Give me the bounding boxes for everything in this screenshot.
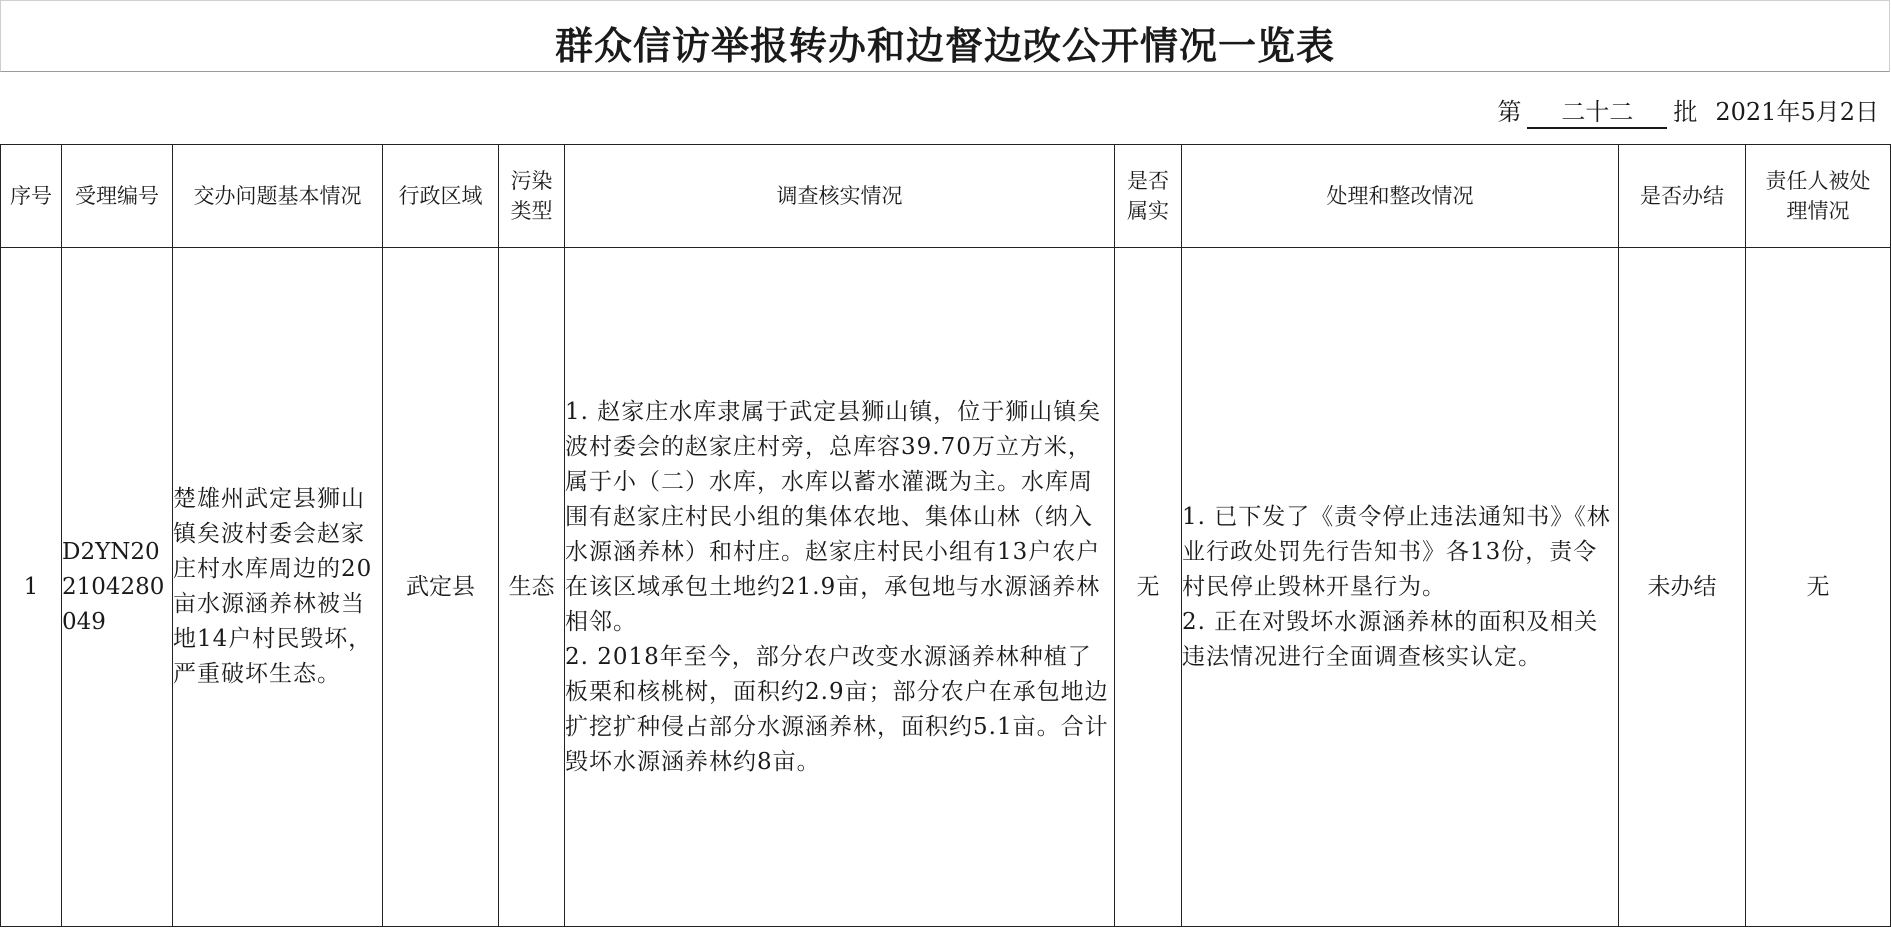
header-accountability: 责任人被处理情况 bbox=[1746, 145, 1891, 248]
batch-date: 2021年5月2日 bbox=[1715, 98, 1879, 126]
header-issue: 交办问题基本情况 bbox=[173, 145, 383, 248]
header-seq: 序号 bbox=[1, 145, 62, 248]
handling-para-2: 2. 正在对毁坏水源涵养林的面积及相关违法情况进行全面调查核实认定。 bbox=[1182, 608, 1599, 670]
batch-prefix: 第 bbox=[1497, 98, 1522, 126]
page-title: 群众信访举报转办和边督边改公开情况一览表 bbox=[554, 23, 1335, 68]
cell-seq: 1 bbox=[1, 248, 62, 927]
header-row bbox=[1, 145, 1891, 248]
header-pollution-type: 污染类型 bbox=[499, 145, 565, 248]
cell-id: D2YN202104280049 bbox=[62, 248, 173, 927]
header-id: 受理编号 bbox=[62, 145, 173, 248]
header-verified: 是否属实 bbox=[1115, 145, 1182, 248]
batch-suffix: 批 bbox=[1673, 98, 1698, 126]
investigation-para-2: 2. 2018年至今，部分农户改变水源涵养林种植了板栗和核桃树，面积约2.9亩；部分农户在承包地边扩挖扩种侵占部分水源涵养林，面积约5.1亩。合计毁坏水源涵养林约8亩。 bbox=[565, 643, 1109, 775]
title-band bbox=[0, 0, 1890, 72]
header-investigation: 调查核实情况 bbox=[565, 145, 1115, 248]
batch-number: 二十二 bbox=[1527, 92, 1667, 129]
cell-region: 武定县 bbox=[383, 248, 499, 927]
handling-para-1: 1. 已下发了《责令停止违法通知书》《林业行政处罚先行告知书》各13份，责令村民停止毁林开垦行为。 bbox=[1182, 503, 1611, 600]
cell-accountability: 无 bbox=[1746, 248, 1891, 927]
cell-pollution-type: 生态 bbox=[499, 248, 565, 927]
batch-info bbox=[1497, 92, 1879, 129]
cell-verified: 无 bbox=[1115, 248, 1182, 927]
cell-investigation bbox=[565, 248, 1115, 927]
header-handling: 处理和整改情况 bbox=[1182, 145, 1619, 248]
header-region: 行政区域 bbox=[383, 145, 499, 248]
cell-issue: 楚雄州武定县狮山镇矣波村委会赵家庄村水库周边的20亩水源涵养林被当地14户村民毁坏，严重破坏生态。 bbox=[173, 248, 383, 927]
table-row bbox=[1, 248, 1891, 927]
cell-closed: 未办结 bbox=[1619, 248, 1746, 927]
investigation-para-1: 1. 赵家庄水库隶属于武定县狮山镇，位于狮山镇矣波村委会的赵家庄村旁，总库容39.70万立方米，属于小（二）水库，水库以蓄水灌溉为主。水库周围有赵家庄村民小组的集体农地、集体山林（纳入水源涵养林）和村庄。赵家庄村民小组有13户农户在该区域承包土地约21.9亩，承包地与水源涵养林相邻。 bbox=[565, 398, 1102, 635]
report-table bbox=[0, 144, 1891, 927]
header-closed: 是否办结 bbox=[1619, 145, 1746, 248]
cell-handling bbox=[1182, 248, 1619, 927]
